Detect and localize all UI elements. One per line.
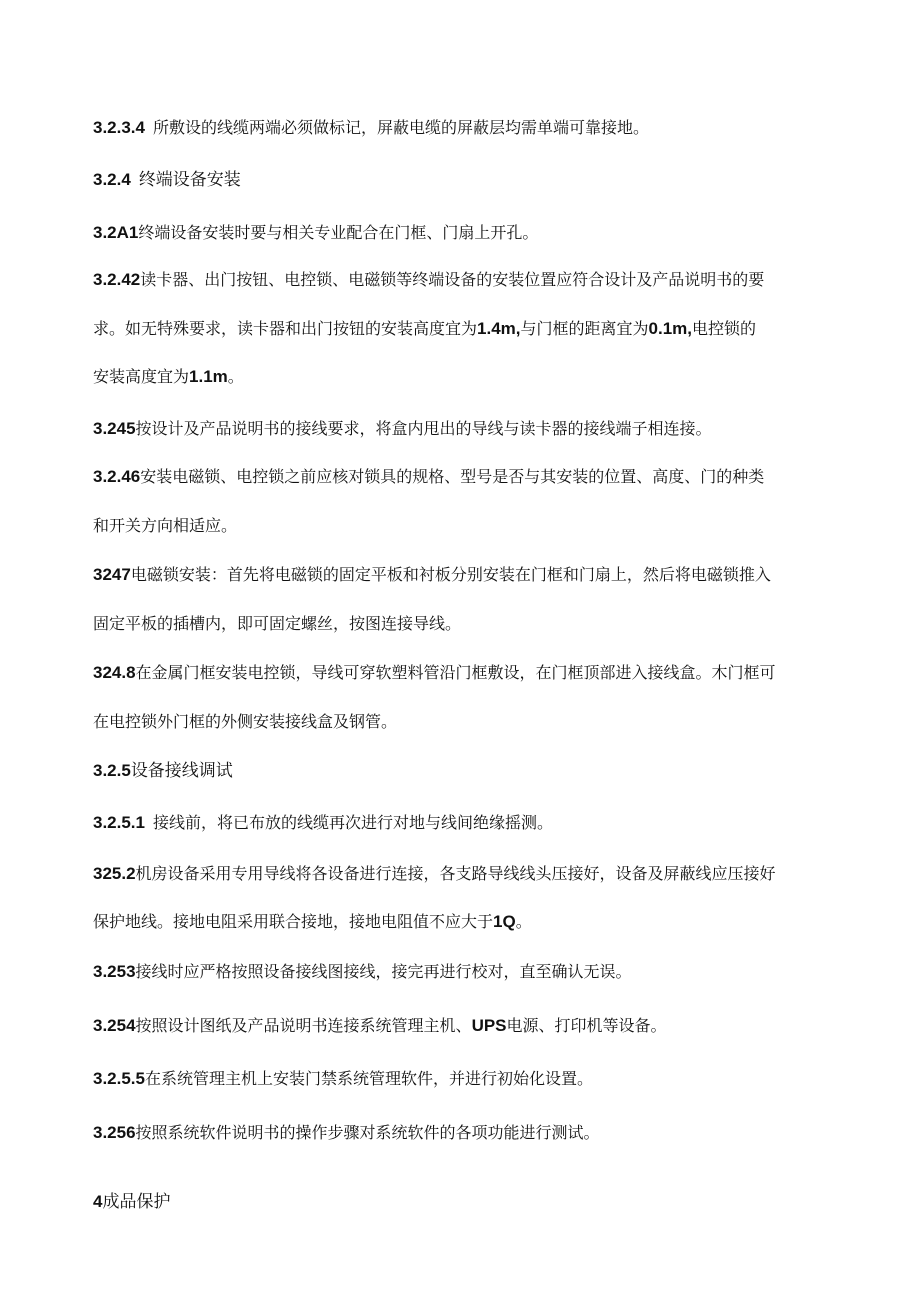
- clause-text: 接线前，将已布放的线缆再次进行对地与线间绝缘摇测。: [153, 813, 554, 832]
- section-title: 终端设备安装: [138, 170, 241, 190]
- clause-325-2-line-1: [93, 864, 833, 884]
- clause-number: 3.2.42: [93, 270, 141, 289]
- clause-number: 3.254: [93, 1016, 136, 1035]
- clause-number: 325.2: [93, 864, 136, 883]
- clause-number: 3.2.5.5: [93, 1069, 145, 1088]
- clause-text: 与门框的距离宜为: [520, 319, 649, 338]
- lock-height-value: 1.1m: [189, 367, 228, 386]
- clause-text: 求。如无特殊要求，读卡器和出门按钮的安装高度宜为: [93, 319, 478, 338]
- clause-number: 3.256: [93, 1123, 136, 1142]
- clause-text: 保护地线。接地电阻采用联合接地，接地电阻值不应大于: [93, 912, 494, 931]
- clause-text: 按设计及产品说明书的接线要求，将盒内甩出的导线与读卡器的接线端子相连接。: [135, 419, 712, 438]
- clause-text: 固定平板的插槽内，即可固定螺丝，按图连接导线。: [93, 614, 462, 633]
- resistance-value: 1Q: [493, 912, 516, 931]
- clause-number: 3.245: [93, 419, 136, 438]
- height-value: 1.4m,: [477, 319, 521, 338]
- clause-3-254: [93, 1016, 833, 1036]
- clause-number: 3.2.5.1: [93, 813, 145, 832]
- clause-324-8-line-1: [93, 663, 833, 683]
- clause-text: 安装高度宜为: [93, 367, 190, 386]
- clause-3-2-3-4: [93, 118, 833, 138]
- clause-text: 。: [227, 367, 244, 386]
- section-number: 3.2.5: [93, 761, 131, 780]
- clause-text: 。: [515, 912, 532, 931]
- clause-3-2-5-1: [93, 813, 833, 833]
- clause-number: 3.2.46: [93, 467, 141, 486]
- clause-text: 在电控锁外门框的外侧安装接线盒及钢管。: [93, 712, 398, 731]
- clause-text: 按照设计图纸及产品说明书连接系统管理主机、: [135, 1016, 472, 1035]
- clause-325-2-line-2: [93, 912, 833, 932]
- clause-3-256: [93, 1123, 833, 1143]
- clause-3-2-46-line-1: [93, 467, 833, 487]
- clause-3-2a1: [93, 223, 833, 243]
- clause-number: 3.2.3.4: [93, 118, 145, 137]
- section-heading-3-2-5: [93, 761, 833, 781]
- clause-text: 接线时应严格按照设备接线图接线，接完再进行校对，直至确认无误。: [135, 962, 632, 981]
- clause-number: 3247: [93, 565, 131, 584]
- clause-text: 和开关方向相适应。: [93, 516, 238, 535]
- ups-label: UPS: [471, 1016, 507, 1035]
- clause-text: 机房设备采用专用导线将各设备进行连接，各支路导线线头压接好，设备及屏蔽线应压接好: [135, 864, 776, 883]
- clause-text: 读卡器、出门按钮、电控锁、电磁锁等终端设备的安装位置应符合设计及产品说明书的要: [140, 270, 765, 289]
- clause-text: 电磁锁安装：首先将电磁锁的固定平板和衬板分别安装在门框和门扇上，然后将电磁锁推入: [130, 565, 771, 584]
- distance-value: 0.1m,: [648, 319, 692, 338]
- clause-text: 在系统管理主机上安装门禁系统管理软件，并进行初始化设置。: [145, 1069, 594, 1088]
- clause-text: 所敷设的线缆两端必须做标记，屏蔽电缆的屏蔽层均需单端可靠接地。: [153, 118, 650, 137]
- clause-3-2-42-line-1: [93, 270, 833, 290]
- section-number: 3.2.4: [93, 170, 131, 189]
- clause-3-2-42-line-2: [93, 319, 833, 339]
- chapter-heading-4: [93, 1192, 833, 1212]
- clause-number: 324.8: [93, 663, 136, 682]
- clause-number: 3.2A1: [93, 223, 139, 242]
- clause-text: 按照系统软件说明书的操作步骤对系统软件的各项功能进行测试。: [135, 1123, 600, 1142]
- chapter-number: 4: [93, 1192, 103, 1211]
- chapter-title: 成品保护: [102, 1192, 171, 1212]
- clause-text: 电源、打印机等设备。: [506, 1016, 667, 1035]
- clause-number: 3.253: [93, 962, 136, 981]
- clause-324-8-line-2: [93, 712, 833, 732]
- clause-3-2-42-line-3: [93, 367, 833, 387]
- clause-3-245: [93, 419, 833, 439]
- clause-text: 终端设备安装时要与相关专业配合在门框、门扇上开孔。: [138, 223, 539, 242]
- clause-text: 电控锁的: [692, 319, 757, 338]
- clause-3247-line-1: [93, 565, 833, 585]
- clause-text: 在金属门框安装电控锁，导线可穿软塑料管沿门框敷设，在门框顶部进入接线盒。木门框可: [135, 663, 776, 682]
- section-title: 设备接线调试: [130, 761, 233, 781]
- clause-3-253: [93, 962, 833, 982]
- clause-text: 安装电磁锁、电控锁之前应核对锁具的规格、型号是否与其安装的位置、高度、门的种类: [140, 467, 765, 486]
- clause-3-2-5-5: [93, 1069, 833, 1089]
- section-heading-3-2-4: [93, 170, 833, 190]
- clause-3247-line-2: [93, 614, 833, 634]
- clause-3-2-46-line-2: [93, 516, 833, 536]
